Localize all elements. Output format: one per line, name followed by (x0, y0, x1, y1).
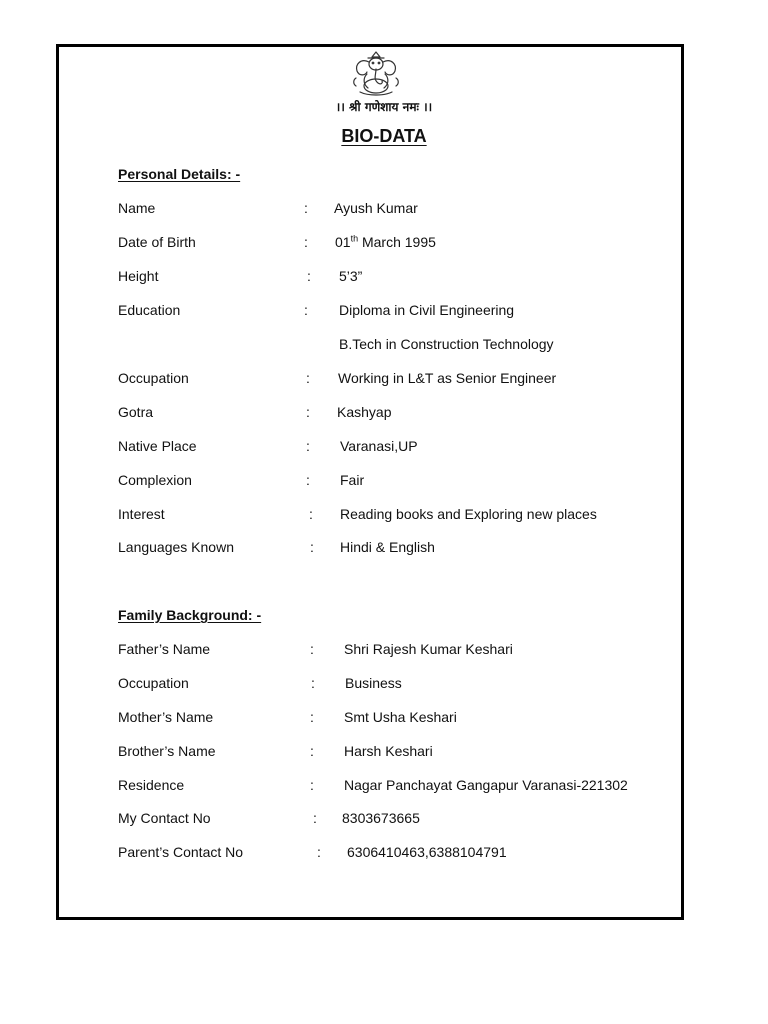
field-separator: : (306, 472, 310, 488)
field-value: Hindi & English (340, 539, 435, 555)
personal-row-name (0, 200, 768, 222)
personal-row-gotra (0, 404, 768, 426)
ganesha-icon (346, 48, 406, 98)
personal-row-education-continued (0, 336, 768, 358)
field-label: Date of Birth (118, 234, 196, 250)
family-row-parents-contact-no (0, 844, 768, 866)
field-label: Mother’s Name (118, 709, 214, 725)
field-value: Diploma in Civil Engineering (339, 302, 515, 318)
field-value (335, 234, 436, 250)
dob-day: 01 (335, 234, 351, 250)
field-separator: : (306, 370, 310, 386)
field-separator: : (310, 743, 314, 759)
personal-row-height (0, 268, 768, 290)
field-separator: : (317, 844, 321, 860)
field-label: Father’s Name (118, 641, 211, 657)
field-value: Ayush Kumar (334, 200, 418, 216)
personal-details-heading: Personal Details: - (118, 166, 241, 182)
field-label: Residence (118, 777, 185, 793)
field-label: Education (118, 302, 181, 318)
field-label: Native Place (118, 438, 197, 454)
field-value: Nagar Panchayat Gangapur Varanasi-221302 (344, 777, 628, 793)
field-value: Varanasi,UP (340, 438, 418, 454)
invocation-text: ।। श्री गणेशाय नमः ।। (335, 100, 433, 114)
field-label: Interest (118, 506, 165, 522)
field-value: Kashyap (337, 404, 392, 420)
field-separator: : (310, 539, 314, 555)
field-separator: : (306, 404, 310, 420)
personal-row-complexion (0, 472, 768, 494)
field-label: Parent’s Contact No (118, 844, 244, 860)
field-value: 5’3” (339, 268, 363, 284)
field-separator: : (304, 234, 308, 250)
field-value: 6306410463,6388104791 (347, 844, 507, 860)
field-label: Height (118, 268, 159, 284)
family-row-my-contact-no (0, 810, 768, 832)
personal-row-occupation (0, 370, 768, 392)
dob-month-year: March 1995 (358, 234, 436, 250)
personal-row-languages-known (0, 539, 768, 561)
field-separator: : (310, 777, 314, 793)
field-separator: : (304, 302, 308, 318)
family-background-heading: Family Background: - (118, 607, 262, 623)
field-value: B.Tech in Construction Technology (339, 336, 554, 352)
field-separator: : (310, 709, 314, 725)
field-separator: : (307, 268, 311, 284)
field-value: Business (345, 675, 402, 691)
field-separator: : (306, 438, 310, 454)
field-label: Languages Known (118, 539, 234, 555)
field-separator: : (311, 675, 315, 691)
field-value: Harsh Keshari (344, 743, 433, 759)
field-separator: : (304, 200, 308, 216)
field-value: Reading books and Exploring new places (340, 506, 597, 522)
personal-row-interest (0, 506, 768, 528)
family-row-residence (0, 777, 768, 799)
family-row-fathers-name (0, 641, 768, 663)
field-label: Name (118, 200, 156, 216)
field-value: Working in L&T as Senior Engineer (338, 370, 557, 386)
field-label: Complexion (118, 472, 192, 488)
family-row-brothers-name (0, 743, 768, 765)
field-separator: : (309, 506, 313, 522)
field-value: Fair (340, 472, 365, 488)
field-label: My Contact No (118, 810, 211, 826)
field-value: 8303673665 (342, 810, 420, 826)
family-row-occupation (0, 675, 768, 697)
personal-row-date-of-birth (0, 234, 768, 256)
field-separator: : (310, 641, 314, 657)
personal-row-education (0, 302, 768, 324)
document-title: BIO-DATA (341, 126, 427, 146)
field-label: Occupation (118, 370, 189, 386)
dob-ordinal-suffix: th (350, 233, 359, 244)
field-separator: : (313, 810, 317, 826)
field-label: Occupation (118, 675, 189, 691)
field-label: Brother’s Name (118, 743, 216, 759)
family-row-mothers-name (0, 709, 768, 731)
field-value: Shri Rajesh Kumar Keshari (344, 641, 513, 657)
field-value: Smt Usha Keshari (344, 709, 457, 725)
personal-row-native-place (0, 438, 768, 460)
field-label: Gotra (118, 404, 154, 420)
